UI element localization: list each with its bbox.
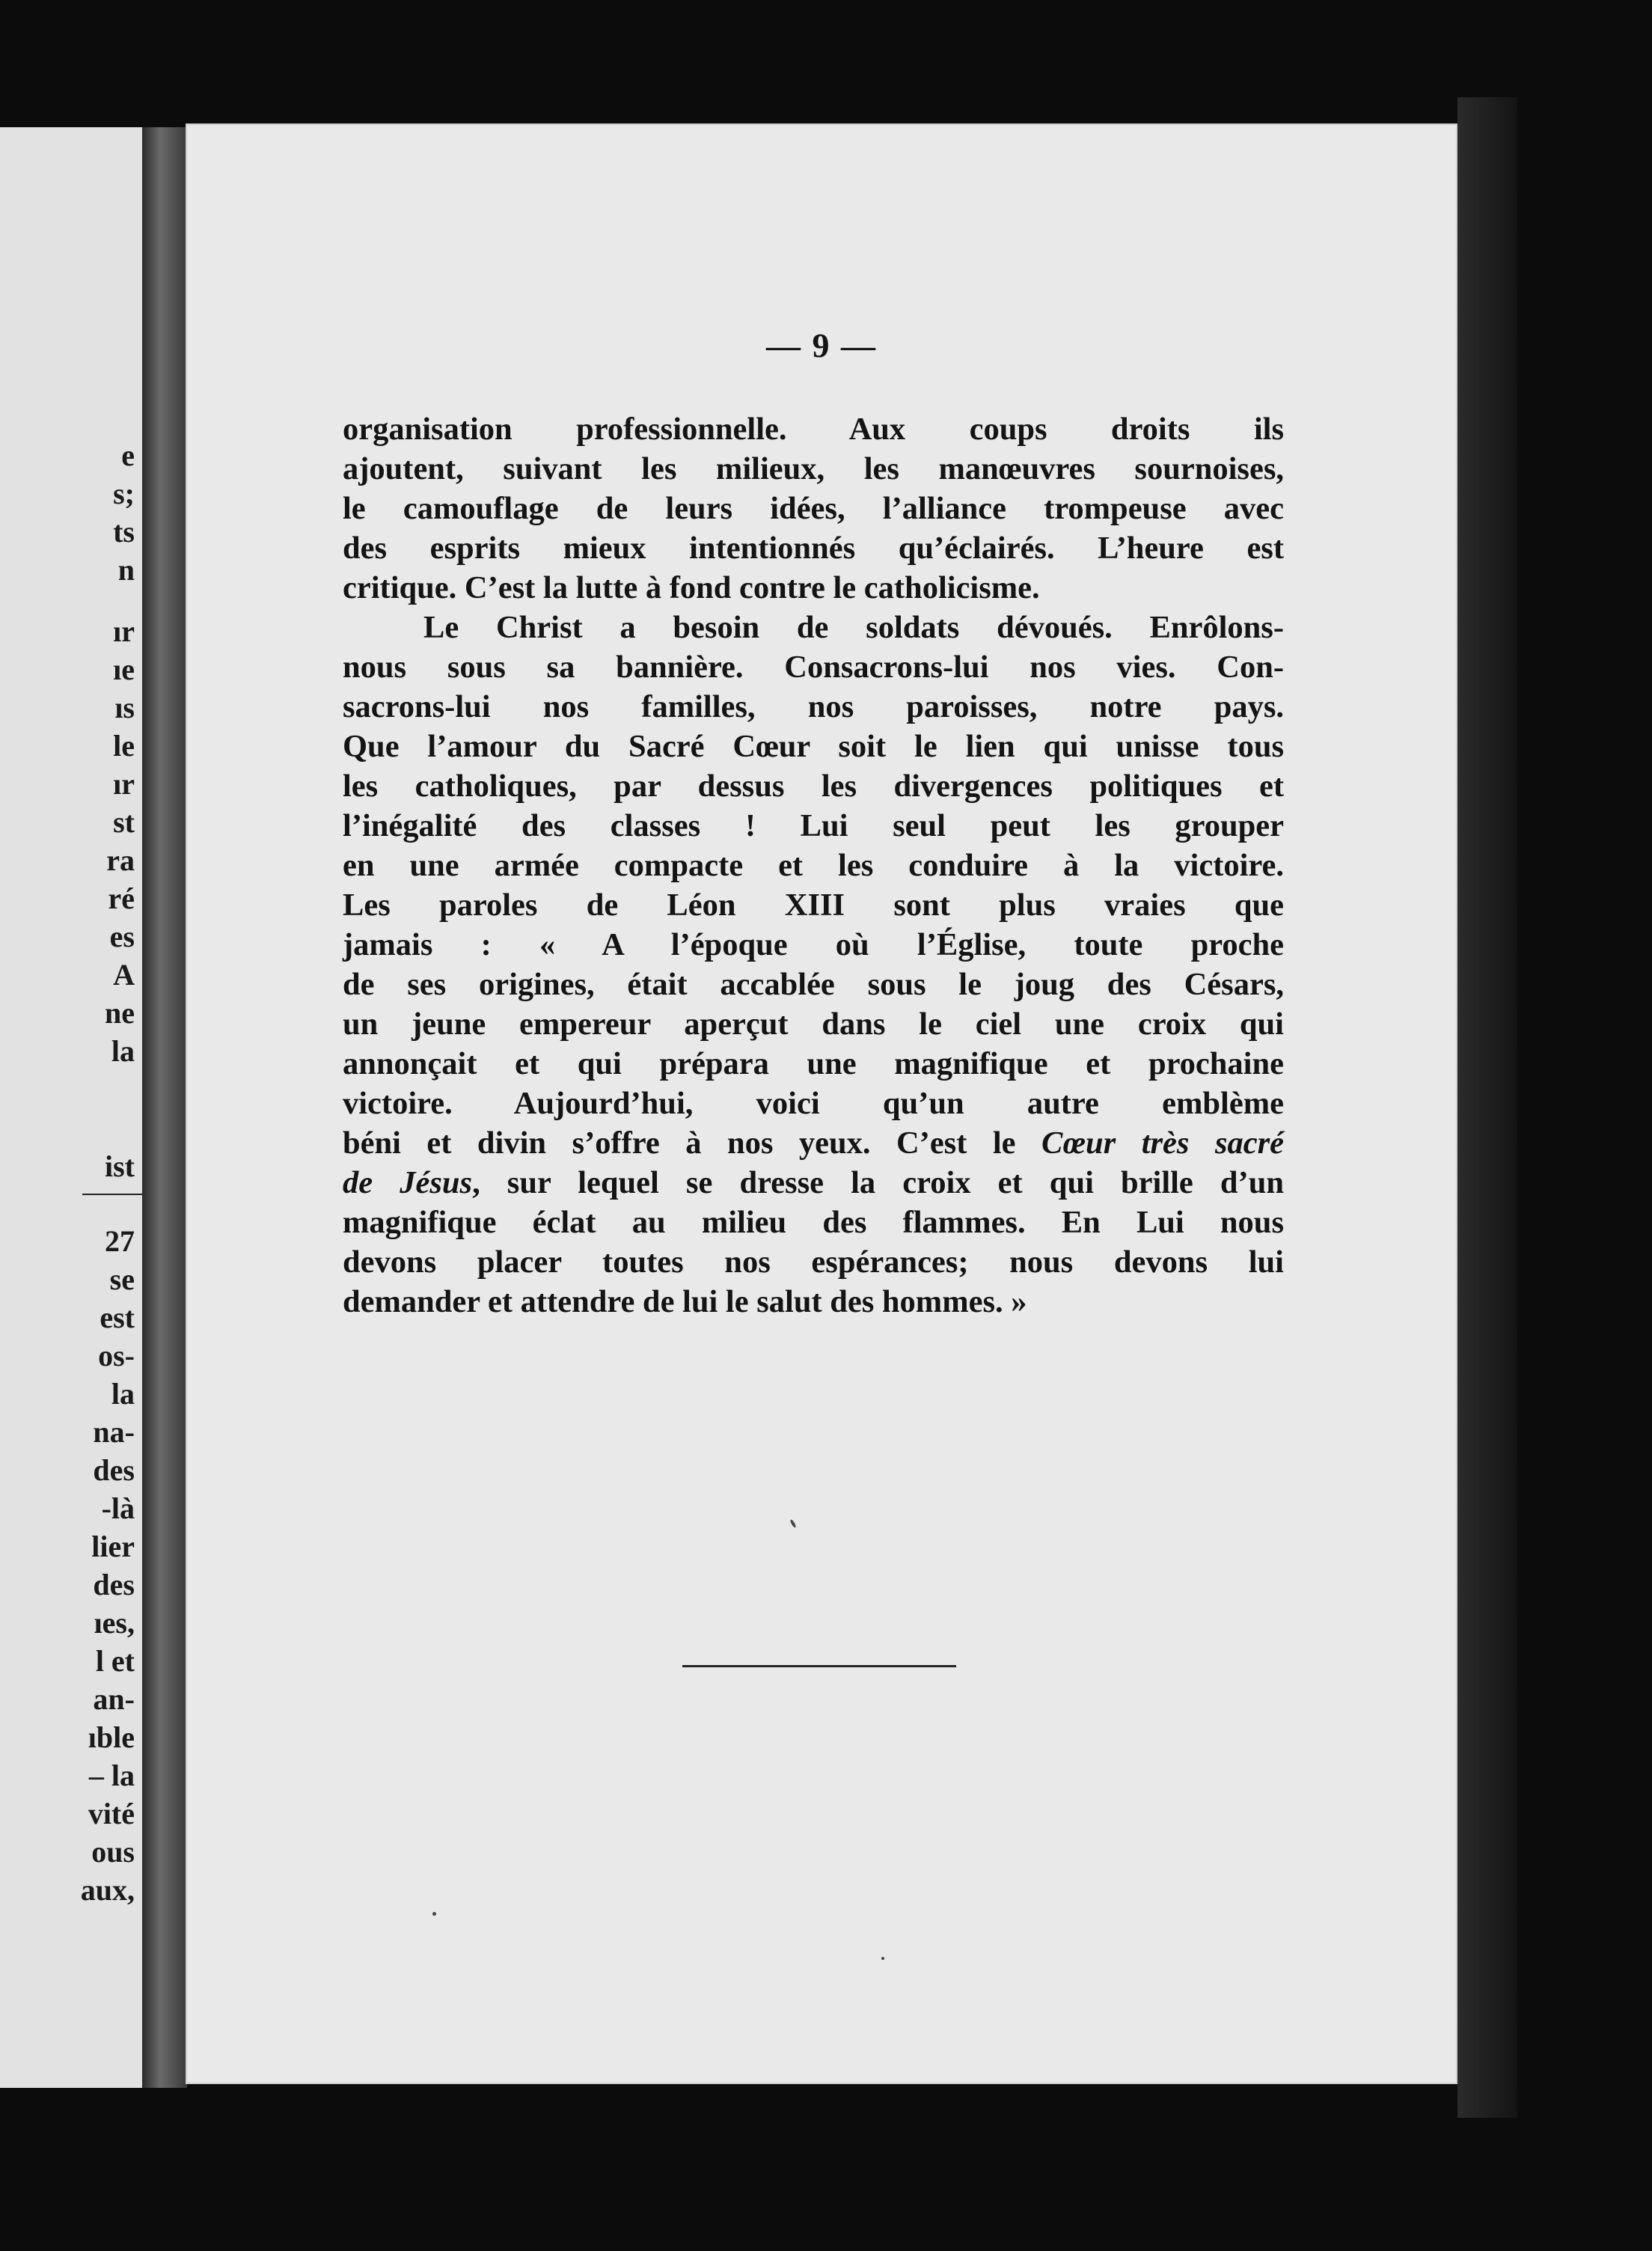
left-fragment: la xyxy=(111,1034,135,1068)
left-fragment: ıs xyxy=(114,691,135,724)
italic-phrase: de Jésus xyxy=(343,1165,473,1200)
text-line-rest: , sur lequel se dresse la croix et qui brille d’un xyxy=(472,1165,1284,1200)
left-fragment: – la xyxy=(88,1759,135,1792)
page-number: — 9 — xyxy=(766,326,877,364)
left-fragment: ne xyxy=(105,996,135,1030)
previous-page-rule xyxy=(82,1194,142,1195)
left-fragment: ır xyxy=(113,614,135,648)
left-fragment: ts xyxy=(113,515,135,549)
page-edge-shadow xyxy=(1457,97,1517,2118)
text-line-start: béni et divin s’offre à nos yeux. C’est le xyxy=(343,1126,1016,1161)
previous-page xyxy=(0,127,144,2088)
left-fragment: vité xyxy=(88,1797,135,1830)
left-fragment: e xyxy=(121,439,135,472)
left-fragment: -là xyxy=(101,1491,135,1525)
paper-speck xyxy=(881,1957,884,1960)
left-fragment: des xyxy=(93,1453,135,1487)
text-line: de ses origines, était accablée sous le joug des Césars, xyxy=(343,967,1284,1002)
text-line: le camouflage de leurs idées, l’alliance trompeuse avec xyxy=(343,491,1284,526)
text-line: organisation professionnelle. Aux coups droits ils xyxy=(343,412,1284,447)
italic-phrase: Cœur très sacré xyxy=(1041,1126,1284,1161)
left-fragment: ous xyxy=(91,1835,135,1869)
text-line: sacrons-lui nos familles, nos paroisses, notre pays. xyxy=(343,689,1284,724)
text-line: les catholiques, par dessus les divergences politiques et xyxy=(343,769,1284,804)
left-fragment: des xyxy=(93,1568,135,1601)
end-rule xyxy=(682,1665,956,1667)
text-line-with-italic xyxy=(343,1163,1284,1203)
text-line: en une armée compacte et les conduire à la victoire. xyxy=(343,848,1284,883)
text-line: nous sous sa bannière. Consacrons-lui nos vies. Con- xyxy=(343,650,1284,685)
left-fragment: est xyxy=(100,1301,135,1334)
text-line: Les paroles de Léon XIII sont plus vraies que xyxy=(343,888,1284,923)
text-line: Le Christ a besoin de soldats dévoués. Enrôlons- xyxy=(423,610,1284,645)
left-fragment: 27 xyxy=(105,1224,135,1258)
left-fragment: ır xyxy=(113,767,135,801)
left-fragment: os- xyxy=(98,1339,135,1372)
text-line: l’inégalité des classes ! Lui seul peut les grouper xyxy=(343,808,1284,843)
body-text xyxy=(343,409,1284,1322)
page xyxy=(186,123,1457,2084)
left-fragment: ré xyxy=(108,882,135,915)
left-fragment: n xyxy=(117,553,135,587)
text-line: annonçait et qui prépara une magnifique et prochaine xyxy=(343,1046,1284,1081)
left-fragment: ıble xyxy=(88,1720,135,1754)
left-fragment: ra xyxy=(106,843,135,877)
text-line: critique. C’est la lutte à fond contre le catholicisme. xyxy=(343,570,1040,605)
left-fragment: se xyxy=(109,1262,135,1296)
text-line: victoire. Aujourd’hui, voici qu’un autre emblème xyxy=(343,1086,1284,1121)
left-fragment: ist xyxy=(105,1149,135,1183)
text-line: jamais : « A l’époque où l’Église, toute proche xyxy=(343,927,1284,962)
left-fragment: an- xyxy=(93,1682,135,1716)
left-fragment: na- xyxy=(93,1415,135,1449)
left-fragment: es xyxy=(109,920,135,953)
text-line: magnifique éclat au milieu des flammes. En Lui nous xyxy=(343,1205,1284,1240)
text-line: des esprits mieux intentionnés qu’éclairés. L’heure est xyxy=(343,531,1284,566)
left-fragment: la xyxy=(111,1377,135,1411)
paper-speck xyxy=(789,1519,796,1528)
left-fragment: aux, xyxy=(80,1873,135,1907)
left-fragment: ıes, xyxy=(94,1606,135,1640)
text-line: demander et attendre de lui le salut des hommes. » xyxy=(343,1284,1027,1319)
left-fragment: st xyxy=(113,805,135,839)
left-fragment: ıe xyxy=(113,653,135,686)
paper-speck xyxy=(432,1912,436,1916)
text-line: ajoutent, suivant les milieux, les manœuvres sournoises, xyxy=(343,451,1284,486)
left-fragment: A xyxy=(113,958,135,992)
left-fragment: l et xyxy=(95,1644,135,1678)
text-line: un jeune empereur aperçut dans le ciel une croix qui xyxy=(343,1007,1284,1042)
text-line: devons placer toutes nos espérances; nous devons lui xyxy=(343,1244,1284,1280)
book-gutter xyxy=(142,127,187,2088)
left-fragment: lier xyxy=(91,1530,135,1563)
left-fragment: s; xyxy=(113,477,135,510)
text-line-with-italic xyxy=(343,1123,1284,1163)
left-fragment: le xyxy=(113,729,135,763)
text-line: Que l’amour du Sacré Cœur soit le lien qui unisse tous xyxy=(343,729,1284,764)
